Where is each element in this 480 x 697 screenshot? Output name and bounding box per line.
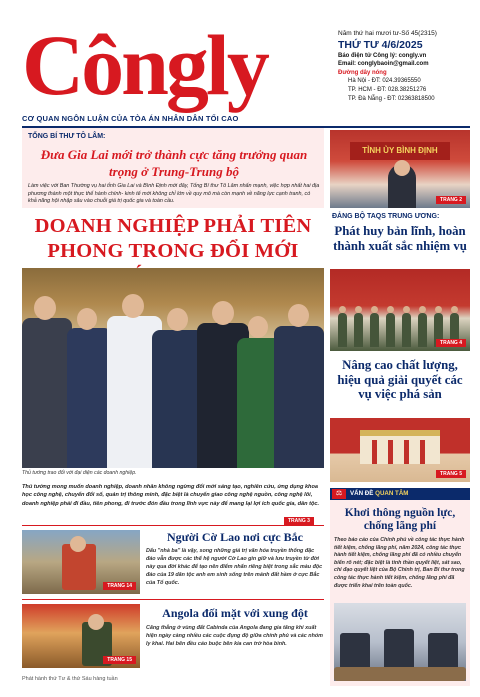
masthead-tagline: CƠ QUAN NGÔN LUẬN CỦA TÒA ÁN NHÂN DÂN TỐI CAO (22, 114, 239, 123)
crowd-figure (274, 326, 324, 468)
section-name: QUAN TÂM (375, 490, 409, 497)
page-tag-4: TRANG 4 (436, 339, 466, 347)
top-story-headline[interactable]: Đưa Gia Lai mới trở thành cực tăng trưởng quan trọng ở Trung-Trung bộ (40, 147, 308, 179)
section-photo[interactable] (334, 603, 466, 681)
right-story2-headline[interactable]: Nâng cao chất lượng, hiệu quả giải quyết các vụ việc phá sản (337, 358, 463, 401)
right-column-label: ĐẢNG BỘ TAQS TRUNG ƯƠNG: (332, 213, 440, 220)
section-headline[interactable]: Khơi thông nguồn lực, chống lãng phí (344, 507, 456, 532)
article-divider (22, 599, 324, 600)
speaker-face (394, 160, 410, 176)
scales-icon: ⚖ (332, 489, 346, 499)
hotline-danang: TP. Đà Nẵng - ĐT: 02363818500 (348, 95, 435, 102)
right-story1-photo[interactable] (330, 269, 470, 351)
hotline-label: Đường dây nóng (338, 69, 387, 76)
office-counter (334, 667, 466, 681)
page-tag-3: TRANG 3 (284, 517, 314, 525)
top-story-body: Làm việc với Ban Thường vụ hai tỉnh Gia Lai và Bình Định mới đây, Tổng Bí thư Tô Lâm nhấn mạnh, việc hợp nhất hai địa phương thành một thực thể hành chính- kinh tế mới không chỉ lớn về quy mô mà còn mạnh về năng lực cạnh tranh, có khả năng hội nhập sâu vào chuỗi giá trị quốc gia và toàn cầu. (28, 183, 320, 205)
article1-title[interactable]: Người Cờ Lao nơi cực Bắc (167, 530, 303, 544)
soldier-figure (370, 313, 379, 347)
article2-title[interactable]: Angola đối mặt với xung đột (162, 606, 308, 620)
building-column (388, 440, 393, 464)
page-tag-14: TRANG 14 (103, 582, 136, 590)
issue-number: Năm thứ hai mươi tư-Số 45(2315) (338, 30, 437, 37)
article2-body: Căng thẳng ở vùng đất Cabinda của Angola đang gia tăng khi xuất hiện ngày càng nhiều các cuộc đụng độ giữa chính phủ và các nhóm ly khai. Hai bên đều cáo buộc bên kia can trở hòa bình. (146, 625, 323, 647)
crowd-face (77, 308, 97, 330)
soldier-figure (354, 313, 363, 347)
website-line: Báo điện tử Công lý: congly.vn (338, 52, 427, 59)
masthead-logo: Côngly (22, 17, 267, 113)
hotline-hanoi: Hà Nội - ĐT: 024.39365550 (348, 78, 421, 85)
building-column (372, 440, 377, 464)
email-line: Email: conglybaoin@gmail.com (338, 61, 429, 68)
photo-banner: TỈNH ỦY BÌNH ĐỊNH (350, 142, 450, 160)
footer-note: Phát hành thứ Tư & thứ Sáu hàng tuần (22, 676, 118, 682)
section-title (350, 490, 408, 497)
crowd-face (288, 304, 309, 327)
right-story1-headline[interactable]: Phát huy bản lĩnh, hoàn thành xuất sắc nhiệm vụ (333, 224, 467, 253)
soldier-figure (338, 313, 347, 347)
section-header[interactable] (330, 488, 470, 500)
building-column (420, 440, 425, 464)
article-divider (22, 525, 324, 526)
soldier-figure (402, 313, 411, 347)
crowd-figure (67, 328, 112, 468)
crowd-face (248, 316, 268, 338)
crowd-figure (22, 318, 72, 468)
crowd-face (212, 301, 234, 325)
top-story-label: TỔNG BÍ THƯ TÔ LÂM: (28, 133, 106, 140)
soldier-figure (386, 313, 395, 347)
section-prefix: VẤN ĐỀ (350, 490, 374, 497)
person-face (70, 536, 86, 552)
article1-body: Dấu "nhà ba" là vậy, song những giá trị văn hóa truyền thống đặc đáo vẫn được các thế hệ người Cờ Lao gìn giữ và lưu truyền từ đời này qua đời khác để tạo nên điểm nhấn riêng biệt trong sắc màu độc đáo của 19 dân tộc anh em sinh sống trên mảnh đất hầm ở cực Bắc của Tổ quốc. (146, 548, 323, 586)
issue-info (338, 30, 470, 103)
article1-photo[interactable] (22, 530, 140, 594)
crowd-face (122, 294, 144, 318)
main-story-body: Thủ tướng mong muốn doanh nghiệp, doanh nhân không ngừng đổi mới sáng tạo, nghiên cứu, ứng dụng khoa học công nghệ, chuyển đổi số, quản trị thông minh, đặc biệt là chuyển giao công nghệ nguồn, công nghệ lõi, doanh nghiệp phải đi đầu, tiên phong, đi trước đón đầu trong lĩnh vực này để mang lại lợi ích quốc gia, dân tộc. (22, 484, 320, 507)
issue-date: THỨ TƯ 4/6/2025 (338, 38, 423, 51)
page-tag-2: TRANG 2 (436, 196, 466, 204)
crowd-face (34, 296, 56, 320)
section-body: Theo báo cáo của Chính phủ về công tác thực hành tiết kiệm, chống lãng phí, năm 2024, công tác thực hành tiết kiệm, chống lãng phí đã có nhiều chuyển biến rõ nét; đặc biệt là tinh thần quyết liệt, sát sao, chỉ đạo quyết liệt của Bộ Chính trị, Ban Bí thư trong công tác thực hành tiết kiệm, chống lãng phí đã được triển khai trên toàn quốc. (334, 537, 465, 589)
main-story-photo[interactable] (22, 268, 324, 468)
article2-photo[interactable] (22, 604, 140, 668)
soldier-figure (418, 313, 427, 347)
page-tag-15: TRANG 15 (103, 656, 136, 664)
crowd-face (167, 308, 188, 331)
main-story-headline[interactable]: DOANH NGHIỆP PHẢI TIÊN PHONG TRONG ĐỔI MỚI (34, 215, 312, 262)
building-column (404, 440, 409, 464)
right-story2-photo[interactable] (330, 418, 470, 482)
hotline-hcm: TP. HCM - ĐT: 028.38251276 (348, 86, 427, 93)
top-story-photo[interactable] (330, 130, 470, 208)
main-photo-caption: Thủ tướng trao đổi với đại diện các doanh nghiệp. (22, 470, 137, 476)
person-face (88, 614, 104, 630)
page-tag-5: TRANG 5 (436, 470, 466, 478)
